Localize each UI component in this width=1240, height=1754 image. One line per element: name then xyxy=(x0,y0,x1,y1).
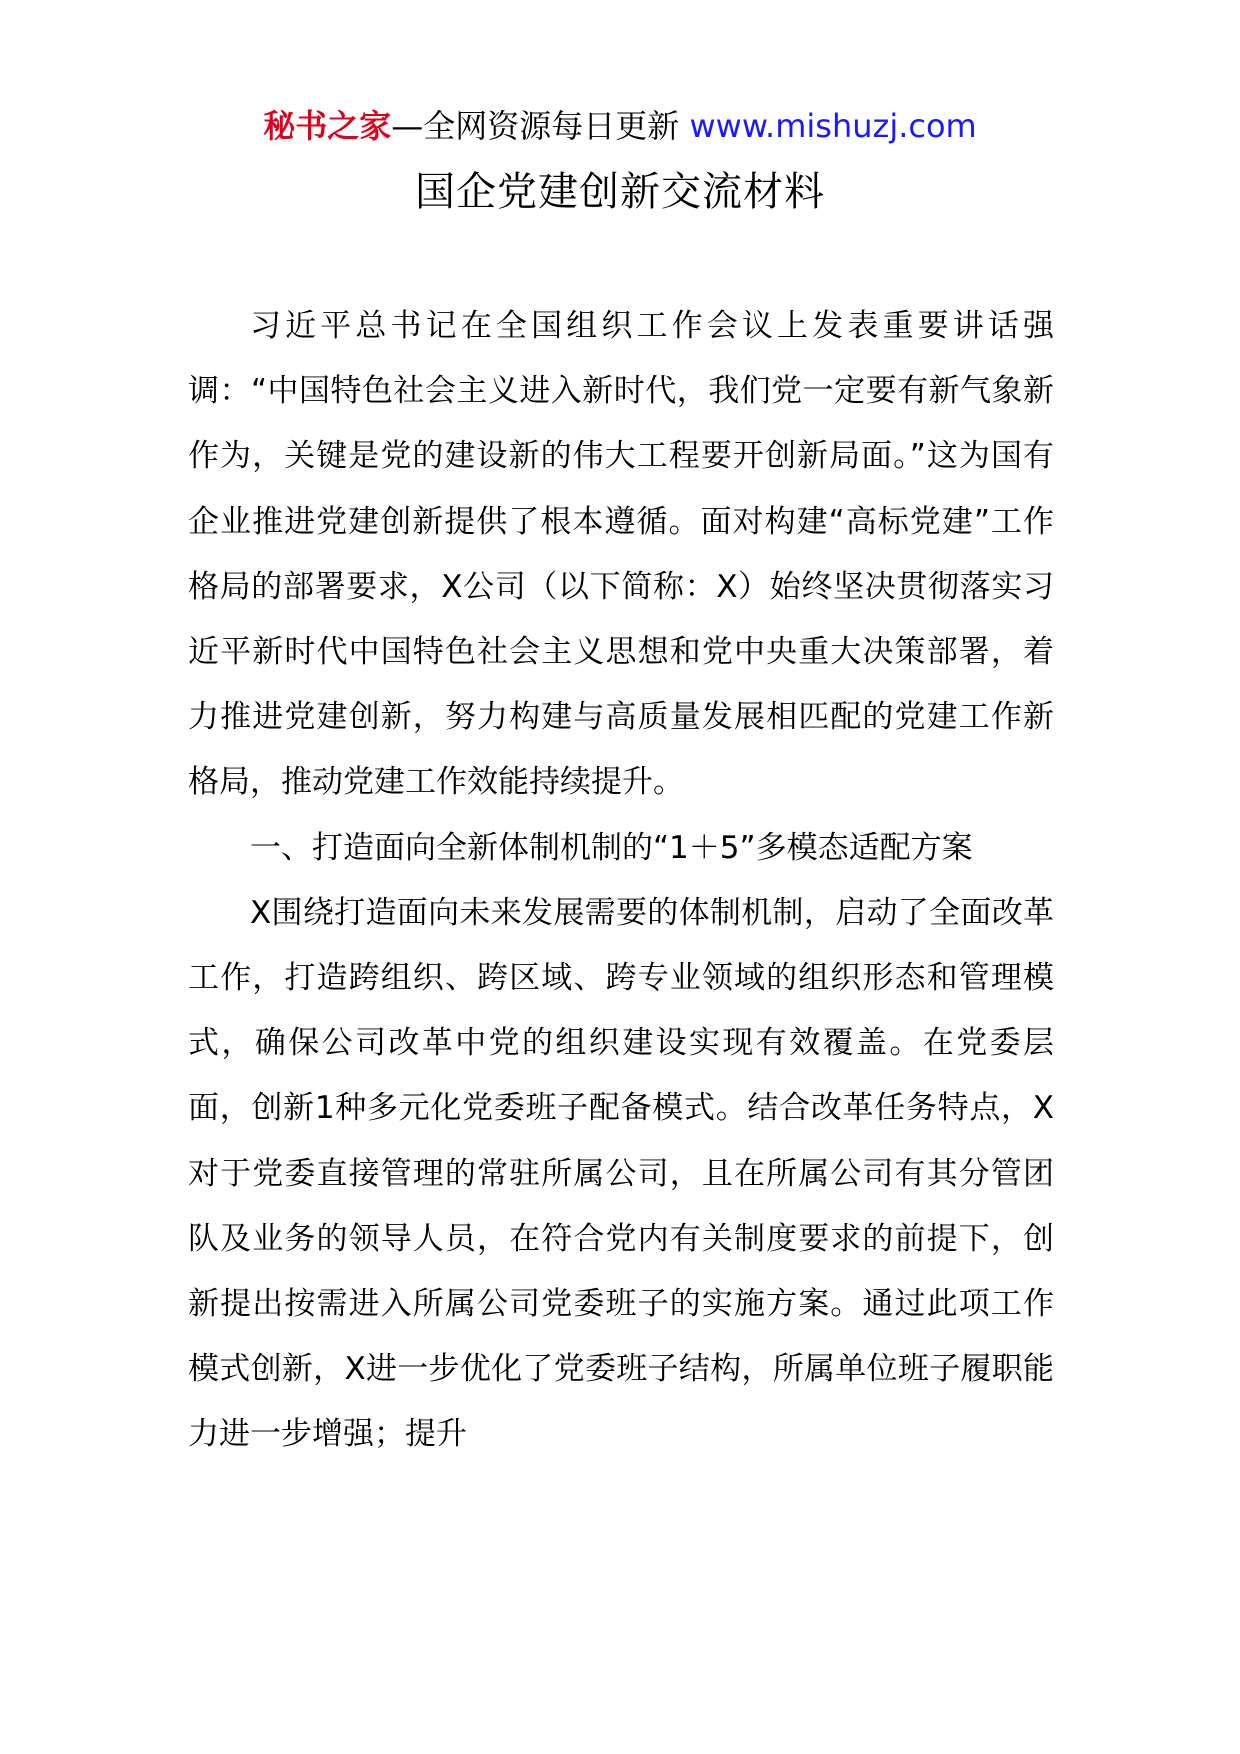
brand-name: 秘书之家 xyxy=(263,107,392,145)
paragraph-intro: 习近平总书记在全国组织工作会议上发表重要讲话强调：“中国特色社会主义进入新时代，我们党一定要有新气象新作为，关键是党的建设新的伟大工程要开创新局面。”这为国有企业推进党建创新提供了根本遵循。面对构建“高标党建”工作格局的部署要求，X公司（以下简称：X）始终坚决贯彻落实习近平新时代中国特色社会主义思想和党中央重大决策部署，着力推进党建创新，努力构建与高质量发展相匹配的党建工作新格局，推动党建工作效能持续提升。 xyxy=(188,308,1054,801)
header-url[interactable]: www.mishuzj.com xyxy=(689,107,977,145)
document-body xyxy=(188,294,1054,1468)
section-heading-1: 一、打造面向全新体制机制的“1＋5”多模态适配方案 xyxy=(250,829,973,866)
paragraph-section-1: X围绕打造面向未来发展需要的体制机制，启动了全面改革工作，打造跨组织、跨区域、跨专业领域的组织形态和管理模式，确保公司改革中党的组织建设实现有效覆盖。在党委层面，创新1种多元化党委班子配备模式。结合改革任务特点，X对于党委直接管理的常驻所属公司，且在所属公司有其分管团队及业务的领导人员，在符合党内有关制度要求的前提下，创新提出按需进入所属公司党委班子的实施方案。通过此项工作模式创新，X进一步优化了党委班子结构，所属单位班子履职能力进一步增强；提升 xyxy=(188,894,1054,1453)
site-header xyxy=(0,104,1240,148)
header-slogan: —全网资源每日更新 xyxy=(391,107,690,145)
document-title: 国企党建创新交流材料 xyxy=(415,169,825,215)
